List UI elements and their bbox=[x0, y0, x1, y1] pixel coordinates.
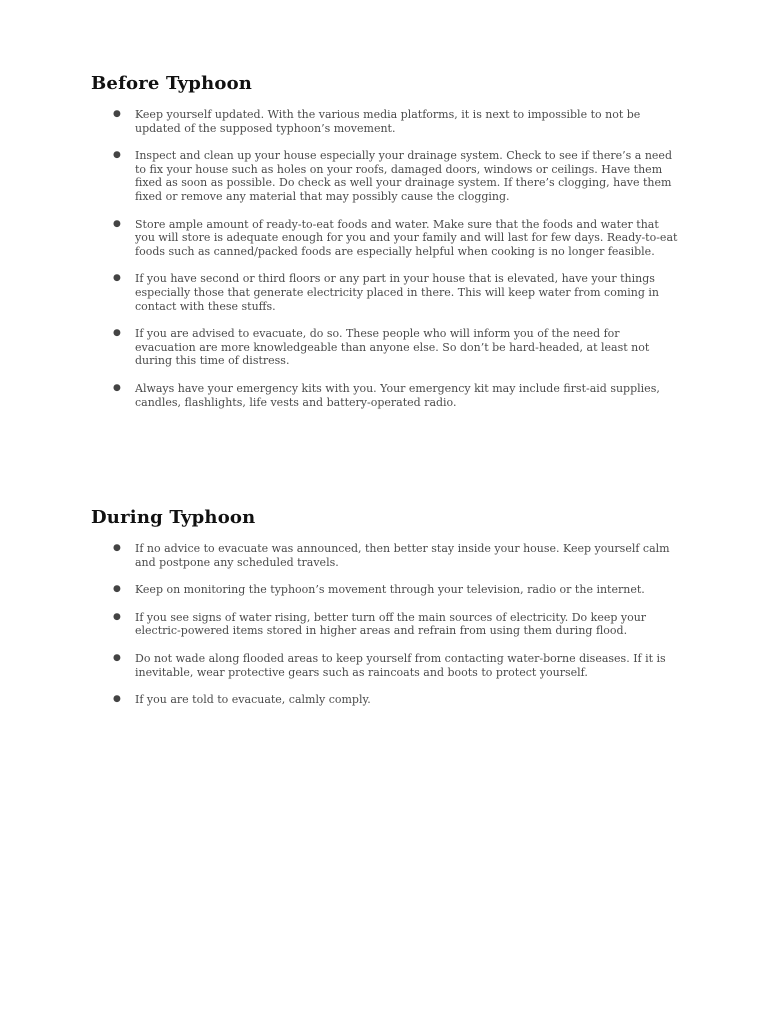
list-item bbox=[91, 693, 681, 707]
list-item bbox=[91, 652, 681, 679]
bullet-icon: ● bbox=[113, 150, 121, 161]
list-item-text: If you see signs of water rising, better turn off the main sources of electricity. Do keep your electric-powered items stored in higher areas and refrain from using them during flood. bbox=[135, 610, 647, 638]
bullet-icon: ● bbox=[113, 218, 121, 229]
section-heading: Before Typhoon bbox=[91, 73, 253, 94]
bullet-icon: ● bbox=[113, 543, 121, 553]
list-item-text: Keep on monitoring the typhoon’s movement through your television, radio or the internet. bbox=[135, 583, 645, 597]
bullet-icon: ● bbox=[113, 611, 121, 622]
bullet-list bbox=[91, 542, 681, 707]
during-typhoon-section bbox=[91, 506, 681, 721]
list-item bbox=[91, 108, 681, 135]
list-item bbox=[91, 382, 681, 409]
bullet-icon: ● bbox=[113, 694, 121, 705]
bullet-icon: ● bbox=[113, 382, 121, 393]
list-item-text: Do not wade along flooded areas to keep yourself from contacting water-borne diseases. If it is inevitable, wear protective gears such as raincoats and boots to protect yourself. bbox=[135, 651, 666, 679]
bullet-icon: ● bbox=[113, 584, 121, 595]
list-item-text: If no advice to evacuate was announced, then better stay inside your house. Keep yourself calm and postpone any scheduled travels. bbox=[135, 542, 670, 569]
bullet-icon: ● bbox=[113, 109, 121, 119]
bullet-icon: ● bbox=[113, 328, 121, 339]
before-typhoon-section bbox=[91, 72, 681, 423]
list-item bbox=[91, 272, 681, 313]
list-item bbox=[91, 611, 681, 638]
list-item bbox=[91, 542, 681, 569]
list-item-text: If you are advised to evacuate, do so. These people who will inform you of the need for evacuation are more knowledgeable than anyone else. So don’t be hard-headed, at least not during this time of distress. bbox=[135, 327, 650, 368]
list-item-text: Inspect and clean up your house especially your drainage system. Check to see if there’s a need to fix your house such as holes on your roofs, damaged doors, windows or ceilings. Have them fixed as soon as possible. Do check as well your drainage system. If there’s clogging, have them fixed or remove any material that may possibly cause the clogging. bbox=[135, 149, 672, 203]
bullet-icon: ● bbox=[113, 652, 121, 663]
list-item-text: Always have your emergency kits with you. Your emergency kit may include first-aid supplies, candles, flashlights, life vests and battery-operated radio. bbox=[135, 381, 660, 409]
list-item bbox=[91, 218, 681, 259]
list-item bbox=[91, 327, 681, 368]
list-item bbox=[91, 149, 681, 203]
bullet-icon: ● bbox=[113, 273, 121, 284]
list-item-text: Store ample amount of ready-to-eat foods and water. Make sure that the foods and water that you will store is adequate enough for you and your family and will last for few days. Ready-to-eat foods such as canned/packed foods are especially helpful when cooking is no longer feasible. bbox=[135, 217, 678, 258]
list-item bbox=[91, 583, 681, 597]
list-item-text: If you are told to evacuate, calmly comply. bbox=[135, 693, 371, 707]
list-item-text: Keep yourself updated. With the various media platforms, it is next to impossible to not be updated of the supposed typhoon’s movement. bbox=[135, 108, 641, 135]
bullet-list bbox=[91, 108, 681, 409]
section-heading: During Typhoon bbox=[91, 507, 256, 528]
list-item-text: If you have second or third floors or any part in your house that is elevated, have your things especially those that generate electricity placed in there. This will keep water from coming in contact with these stuffs. bbox=[135, 272, 660, 313]
